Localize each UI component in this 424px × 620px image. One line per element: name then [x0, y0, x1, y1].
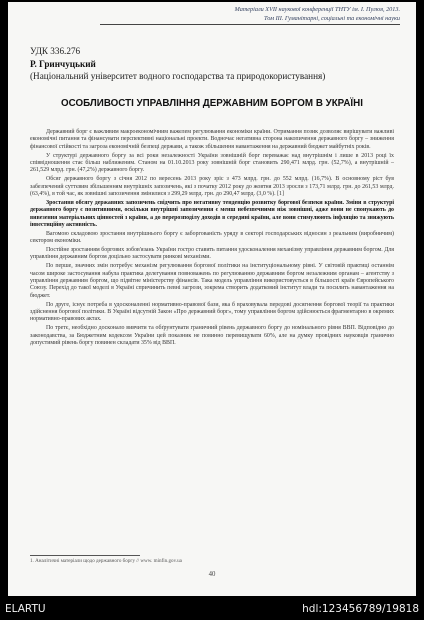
paragraph: По третє, необхідно досконало вивчити та обґрунтувати граничний рівень державного боргу до номінального рівня ВВП. Відповідно до законодавства, за Бюджетним кодексом України цей показник не повинно перевищувати 60%, але на думку провідних науковців граничнo допустимий рівень боргу повинен складати 35% від ВВП. [30, 325, 394, 347]
header-line-2: Том III. Гуманітарні, соціальні та економічні науки [100, 15, 400, 24]
page-number: 40 [208, 571, 216, 578]
paragraph: Державний борг є важливим макроекономічним важелем регулювання економіки країни. Отримання позик дозволяє вирішувати важливі економічні питання та фінансувати перспективні національні проекти. Водночас негативна сторона накопичення державного боргу – зниження фінансової стійкості та загроза економічній безпеці держави, а також збільшення навантаження на державний бюджет майбутніх років. [30, 129, 394, 150]
running-header [100, 6, 400, 25]
header-line-1: Матеріали XVII наукової конференції ТНТУ ім. І. Пулюя, 2013. [234, 6, 400, 13]
article-title: ОСОБЛИВОСТІ УПРАВЛІННЯ ДЕРЖАВНИМ БОРГОМ В УКРАЇНІ [61, 98, 363, 109]
footnote-divider [30, 555, 140, 556]
author-affiliation: (Національний університет водного господарства та природокористування) [30, 71, 326, 81]
paragraph: Вагомою складовою зростання внутрішнього боргу є заборгованість уряду в секторі господарських відносин з реальним (виробничим) сектором економіки. [30, 230, 394, 245]
handle-link[interactable]: hdl:123456789/19818 [302, 603, 419, 615]
viewer-bottom-bar [0, 600, 424, 620]
paragraph: У структурі державного боргу за всі роки незалежності України зовнішній борг переважає над внутрішнім і лише в 2013 році їх співвідношення стає більш наближеним. Станом на 01.10.2013 року зовнішній борг становить 290,471 млрд. грн. (52,7%), а внутрішній – 261,529 млрд. грн. (47,2%) державного боргу. [30, 152, 394, 174]
paragraph-emphasized: Зростання обсягу державних запозичень свідчить про негативну тенденцію розвитку боргової безпеки країни. Зміни в структурі державного боргу є позитивними, оскільки внутрішні запозичення є менш небезпечними ніж зовнішні, адже вони не спонукають до вивезення матеріальних цінностей з країни, а до перерозподілу доходів в середині країни, але вони стимулюють інфляцію та знижують інвестиційну активність. [30, 199, 394, 228]
paragraph: По друге, існує потреба в удосконаленні нормативно-правової бази, яка б враховувала передові досягнення боргової теорії та практики здійснення боргової політики. В Україні відсутній Закон «Про державний борг», тому управління боргом здійснюється фрагментарно в окремих нормативно-правових актах. [30, 301, 394, 323]
paragraph: По перше, значних змін потребує механізм регулювання боргової політики на інституціональному рівні. У світовій практиці останнім часом широке застосування набула практика делегування повноважень по регулюванню державним боргом незалежним органам – агентству з управління державним боргом, що підвітне міністерству фінансів. Така модель управління використовується в більшості країн Європейського Союзу. Перехід до такої моделі в Україні спричинить певні загрози, зокрема створить додатковий інститут влади та посилить навантаження на бюджет. [30, 263, 394, 299]
paragraph: Обсяг державного боргу з січня 2012 по вересень 2013 року зріс з 473 млрд. грн. до 552 млрд. (16,7%). В основному ріст був забезпечений суттєвим збільшенням внутрішніх запозичень, які з початку 2012 року до жовтня 2013 зросли з 173,71 млрд. грн. до 261,53 млрд. (63,4%), в той час, як зовнішні запозичення змінилися з 299,29 млрд. грн. до 290,47 млрд. (3,0 %). [1] [30, 176, 394, 197]
paragraph: Постійне зростанням боргових зобов'язань України гостро ставить питання удосконалення механізму управління державним боргом. Для управління державним боргом доцільно застосувати ринкові механізми. [30, 247, 394, 261]
udk-code: УДК 336.276 [30, 46, 81, 56]
article-body [30, 129, 394, 349]
repository-name: ELARTU [5, 603, 46, 615]
document-page [8, 2, 416, 596]
author-name: Р. Гринчуцький [30, 59, 96, 69]
footnote: 1. Аналітичні матеріали щодо державного боргу // www. minfin.gov.ua [30, 558, 182, 564]
